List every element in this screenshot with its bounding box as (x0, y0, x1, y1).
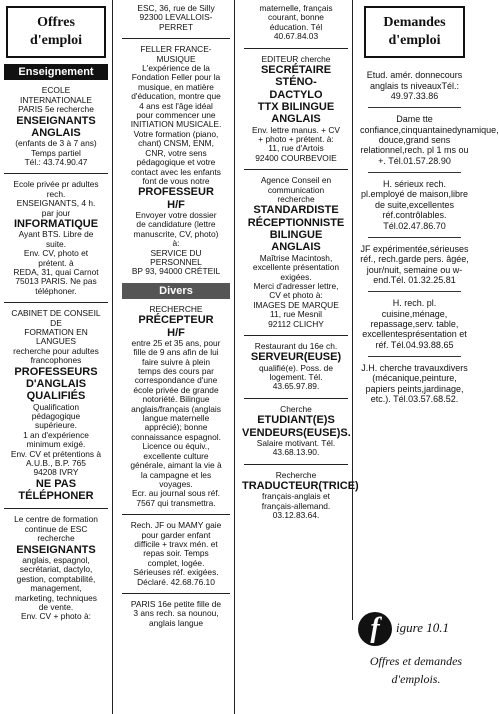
ad-text-line: LANGUES (35, 336, 77, 347)
ad-esc-address: ESC, 36, rue de Silly 92300 LEVALLOIS- PERRET (137, 3, 215, 32)
ad-text-line: H. sérieux rech. pl. (360, 179, 447, 200)
ad-text-line: anglais langue (148, 617, 204, 628)
ad-text-line: connaissance espagnol. (131, 431, 221, 442)
ad-text-line: difficile + travx mén. et (134, 538, 218, 549)
ad-text-line: chant) CNSM, ENM, (138, 138, 214, 149)
ad-text-line: Votre formation (piano, (133, 128, 219, 139)
ad-headline: VENDEURS(EUSE)S. (242, 426, 351, 439)
ad-text-line: garde pers. âgée, jour/ (366, 254, 469, 275)
ad-text-line: exigées. (280, 271, 312, 282)
ad-text-line: ménage, repassage, (370, 308, 448, 329)
separator (4, 302, 108, 303)
ad-text-line: français-allemand. (261, 500, 331, 511)
ad-text-line: minimum exigé. (26, 439, 86, 450)
ad-text-line: REDA, 31, quai Carnot (13, 267, 99, 277)
separator (4, 173, 108, 174)
ad-text-line: Env. CV, photo et (23, 248, 89, 259)
ad-text-line: 3 ans rech. sa nounou, (133, 608, 219, 619)
separator (244, 169, 348, 170)
offres-header: Offres d'emploi (6, 6, 106, 58)
ad-headline: H/F (167, 326, 185, 339)
ad-headline: ENSEIGNANTS (16, 114, 96, 127)
ad-text-line: Temps partiel (31, 147, 81, 158)
ad-etudiants-vendeurs (240, 401, 352, 462)
separator (122, 514, 230, 515)
ad-headline: BILINGUE (269, 229, 323, 242)
ad-text-line: école privée de grande (133, 384, 219, 395)
ad-text-line: Etud. amér. donne (366, 70, 441, 81)
ad-text-line: repas soir. Temps (143, 548, 209, 559)
ad-text-line: complet, logée. (147, 557, 205, 568)
ad-text-line: peinture, papiers peints, (365, 373, 457, 394)
job-offer-ad (0, 82, 112, 171)
ad-text-line: anglais, espagnol, (22, 555, 90, 565)
ad-text-line: Dame tte confiance, (360, 114, 433, 135)
job-request-ad (358, 238, 471, 291)
ad-text-line: français-anglais et (262, 491, 330, 502)
job-offer-ad (0, 176, 112, 300)
column-3 (240, 0, 359, 620)
ad-headline: NE PAS (35, 477, 77, 490)
ad-restaurant-serveur (240, 338, 352, 396)
demandes-list (358, 64, 499, 410)
ad-text-line: JF expérimentée, (360, 243, 430, 254)
ad-text-line: qualifié(e). Poss. de (258, 362, 334, 373)
ad-text-line: correspondance d'une (134, 375, 218, 386)
ad-text-line: serv. table, excellentes (362, 318, 459, 340)
ad-text-line: secrétariat, dactylo, (19, 564, 93, 575)
ad-text-line: 04.93.88.65 (405, 339, 454, 350)
ad-text-line: CNR, votre sens (145, 147, 207, 158)
ad-nounou-continued (240, 0, 352, 46)
ad-text-line: manuscrite, CV, photo) (133, 228, 219, 239)
ad-text-line: 92400 COURBEVOIE (255, 152, 337, 163)
ad-text-line: 01.57.28.90 (403, 155, 451, 166)
ad-text-line: rech. pl 1 ms ou +. Tél. (378, 145, 469, 166)
ad-text-line: 94208 IVRY (33, 467, 79, 478)
ad-headline: PROFESSEURS (14, 365, 98, 378)
ad-text-line: marketing, techniques (15, 592, 97, 603)
ad-headline: TTX BILINGUE (257, 100, 335, 113)
ad-text-line: Cherche (280, 403, 312, 414)
ad-text-line: par jour (41, 207, 71, 218)
ad-text-line: INITIATION MUSICALE. (130, 119, 222, 130)
ad-text-line: pédagogique et votre (136, 157, 216, 168)
ad-headline: STANDARDISTE (253, 204, 339, 217)
figure-number: igure 10.1 (396, 620, 449, 635)
ad-text-line: Tél.: 43.74.90.47 (24, 157, 88, 168)
ad-text-line: CV et photo à: (269, 290, 323, 301)
ad-text-line: fille de 9 ans afin de lui (133, 347, 219, 358)
ad-text-line: + photo + prétent. à: (258, 134, 334, 144)
ad-text-line: Env. lettre manus. + CV (251, 124, 341, 135)
ad-headline: PRÉCEPTEUR (138, 314, 214, 327)
ad-text-line: de candidature (lettre (136, 219, 216, 230)
ad-text-line: ECOLE (41, 85, 71, 96)
ad-text-line: recherche (277, 194, 315, 205)
ad-text-line: de vente. (38, 602, 74, 613)
ad-text-line: contact avec les enfants (131, 166, 221, 177)
ad-text-line: cinquantaine (401, 124, 453, 135)
ad-text-line: 75013 PARIS. Ne pas (15, 276, 97, 287)
ad-headline: QUALIFIÉS (26, 390, 86, 403)
ad-text-line: voyages. (159, 478, 193, 489)
ad-text-line: logement. Tél. (269, 372, 323, 383)
ad-headline: ENSEIGNANTS (16, 543, 96, 556)
ad-headline: PROFESSEUR (138, 186, 214, 199)
ad-text-line: faire suivre à plein (142, 356, 210, 367)
ad-headline: TRADUCTEUR(TRICE) (242, 480, 359, 493)
figure-description: Offres et demandes d'emplois. (369, 654, 463, 686)
ad-text-line: A.U.B., B.P. 765 (26, 458, 86, 469)
separator (244, 48, 348, 49)
ad-text-line: Le centre de formation (14, 514, 98, 525)
ad-text-line: pédagogique (31, 411, 81, 421)
ad-text-line: sérieuses réf., rech. (360, 243, 469, 265)
ad-jf-mamy (118, 517, 234, 591)
ad-text-line: RECHERCHE (149, 303, 203, 314)
ad-text-line: maternelle, français (259, 3, 333, 13)
ad-text-line: EDITEUR cherche (261, 53, 331, 64)
ad-text-line: Agence Conseil en (260, 175, 332, 186)
ad-text-line: 92112 CLICHY (268, 318, 324, 329)
ad-text-line: SERVICE DU (150, 247, 202, 258)
ad-text-line: contrôlables. Tél. (383, 210, 447, 231)
job-request-ad (358, 64, 471, 107)
ad-headline: D'ANGLAIS (25, 377, 87, 390)
ad-text-line: jardinage, etc.). Tél. (370, 383, 464, 404)
ad-text-line: continue de ESC (24, 523, 88, 534)
ad-text-line: 11, rue d'Artois (268, 143, 324, 154)
ad-text-line: 03.12.83.64. (272, 510, 320, 521)
ad-text-line: prétent. à (38, 257, 74, 268)
ad-headline: INFORMATIQUE (13, 218, 99, 231)
ad-text-line: téléphoner. (35, 285, 77, 296)
ad-text-line: Recherche (275, 469, 317, 480)
ad-text-line: divers (mécanique, (372, 362, 468, 384)
ad-text-line: Rech. JF ou MAMY gaie (130, 520, 222, 531)
ad-headline: H/F (167, 198, 185, 211)
ad-text-line: musique, en matière (138, 81, 214, 92)
ad-text-line: d'éducation, montre que (131, 91, 221, 102)
ad-text-line: excellentes réf. (382, 199, 455, 221)
ad-headline: SERVEUR(EUSE) (250, 351, 342, 364)
ad-text-line: H. rech. pl. cuisine, (381, 298, 437, 319)
ad-text-line: 1 an d'expérience (23, 429, 89, 440)
ad-text-line: notoriété. Bilingue (142, 394, 210, 405)
demandes-column (358, 0, 499, 600)
ad-text-line: à: (172, 238, 180, 249)
ad-agence-standardiste (240, 172, 352, 333)
ad-headline: SECRÉTAIRE (260, 64, 332, 77)
ad-text-line: présentation et réf. Tél. (375, 329, 467, 350)
ad-text-line: la campagne et les (140, 469, 212, 480)
ad-text-line: (enfants de 3 à 7 ans) (15, 138, 97, 149)
ad-text-line: langue maternelle (142, 413, 210, 424)
ad-text-line: Déclaré. 42.68.76.10 (137, 576, 215, 587)
ad-headline: ETUDIANT(E)S (257, 414, 335, 427)
ad-text-line: gestion, comptabilité, (16, 573, 96, 584)
ad-text-line: Licence ou équiv., (142, 441, 210, 452)
column-2 (118, 0, 235, 714)
offres-column (0, 0, 113, 714)
ad-text-line: Fondation Feller pour la (131, 72, 221, 83)
separator (244, 335, 348, 336)
ad-text-line: Salaire motivant. Tél. (256, 437, 336, 448)
ad-text-line: pour garder enfant (141, 529, 211, 540)
ad-text-line: 03.57.68.52. (408, 393, 459, 404)
ad-paris16-nounou (118, 596, 234, 632)
ad-text-line: ENSEIGNANTS, 4 h. (16, 198, 96, 209)
job-request-ad (358, 292, 471, 356)
ad-text-line: 11, rue Mesnil (270, 309, 322, 320)
ad-text-line: communication (267, 184, 325, 195)
ad-text-line: Qualification (32, 401, 80, 412)
ad-text-line: Merci d'adresser lettre, (253, 280, 339, 291)
ad-text-line: excellente présentation (252, 262, 340, 273)
separator (122, 38, 230, 39)
ad-text-line: Ecr. au journal sous réf. (132, 488, 220, 499)
ad-headline: ANGLAIS (271, 241, 321, 254)
ad-text-line: pour commencer une (136, 110, 216, 121)
ad-text-line: grand sens relationnel, (360, 135, 451, 156)
ad-text-line: dynamique, douce, (378, 124, 499, 146)
figure-letter-badge: f (358, 612, 392, 646)
ad-text-line: PARIS 5e recherche (18, 104, 94, 115)
ad-text-line: employé de maison, (370, 189, 452, 200)
ad-text-line: entre 25 et 35 ans, pour (131, 337, 221, 348)
ad-text-line: cours anglais ts niveaux (369, 70, 463, 91)
left-ads-list (0, 82, 112, 625)
job-request-ad (358, 108, 499, 172)
ad-headline: ANGLAIS (271, 113, 321, 126)
ad-text-line: suite. (45, 238, 67, 249)
ad-headline: STÉNO- (275, 76, 317, 89)
ad-text-line: 4 ans est l'âge idéal (139, 100, 213, 111)
ad-text-line: Tél.: 49.97.33.86 (390, 80, 460, 102)
demandes-header: Demandes d'emploi (364, 6, 465, 58)
ad-text-line: PARIS 16e petite fille de (130, 598, 222, 609)
ad-text-line: J.H. cherche travaux (361, 362, 444, 373)
ad-text-line: 02.47.86.70 (398, 220, 446, 231)
ad-text-line: CABINET DE CONSEIL (11, 308, 101, 319)
ad-text-line: apprécié); bonne (144, 422, 208, 433)
ad-text-line: anglais/français (anglais (131, 403, 221, 414)
ad-text-line: générale, aimant la vie à (130, 460, 222, 471)
ad-text-line: Restaurant du 16e ch. (254, 340, 338, 351)
separator (244, 464, 348, 465)
ad-headline: TÉLÉPHONER (18, 490, 94, 503)
ad-text-line: BP 93, 94000 CRÉTEIL (131, 266, 221, 277)
section-divers: Divers (122, 283, 230, 299)
ad-text-line: recherche (37, 533, 75, 544)
separator (244, 398, 348, 399)
ad-text-line: 43.68.13.90. (272, 447, 320, 458)
ad-text-line: PERSONNEL (150, 256, 202, 267)
ad-text-line: rech. (46, 188, 66, 199)
separator (4, 508, 108, 509)
ad-text-line: courant, bonne (268, 12, 324, 23)
ad-text-line: L'expérience de la (142, 63, 210, 74)
job-offer-ad (0, 511, 112, 625)
ad-text-line: nuit, semaine ou w-end. (373, 264, 463, 285)
ad-headline: ANGLAIS (31, 126, 81, 139)
ad-text-line: FORMATION EN (24, 327, 88, 338)
ad-text-line: libre de suite, (374, 189, 469, 210)
ad-text-line: Env. CV + photo à: (21, 611, 91, 622)
ad-text-line: font de vous notre (142, 175, 210, 186)
ad-feller-professeur (118, 41, 234, 281)
ad-text-line: Envoyer votre dossier (135, 209, 217, 220)
ad-text-line: excellente culture (143, 450, 209, 461)
job-request-ad (358, 357, 471, 410)
ad-headline: RÉCEPTIONNISTE (247, 216, 345, 229)
ad-headline: DACTYLO (269, 88, 323, 101)
ad-precepteur (118, 301, 234, 512)
separator (122, 593, 230, 594)
ad-text-line: recherche pour adultes (13, 345, 99, 356)
ad-text-line: supérieure. (35, 420, 77, 431)
ad-editeur-secretaire (240, 51, 352, 168)
ad-text-line: Ecole privée pr adultes (13, 179, 99, 190)
ad-text-line: MUSIQUE (156, 53, 196, 64)
ad-text-line: INTERNATIONALE (20, 94, 92, 105)
ad-text-line: temps des cours par (138, 366, 214, 377)
ad-text-line: Ayant BTS. Libre de (18, 229, 94, 240)
job-request-ad (358, 173, 471, 237)
ad-text-line: Sérieuses réf. exigées. (133, 567, 219, 578)
ad-text-line: IMAGES DE MARQUE (253, 299, 339, 310)
ad-text-line: francophones (30, 355, 82, 366)
ad-text-line: éducation. Tél (269, 21, 323, 32)
ad-text-line: FELLER FRANCE- (140, 44, 212, 55)
ad-text-line: Tél. 01.32.25.81 (390, 274, 456, 285)
ad-text-line: 43.65.97.89. (272, 381, 320, 392)
ad-text-line: DE (50, 317, 62, 328)
job-offer-ad (0, 305, 112, 506)
ad-text-line: 40.67.84.03 (273, 31, 319, 42)
ad-text-line: Maîtrise Macintosh, (259, 252, 333, 263)
ad-text-line: Env. CV et prétentions à (10, 448, 102, 459)
ad-text-line: management, (30, 583, 82, 594)
ad-traducteur (240, 467, 359, 525)
ad-text-line: 7567 qui transmettra. (136, 497, 216, 508)
section-enseignement: Enseignement (4, 64, 108, 80)
